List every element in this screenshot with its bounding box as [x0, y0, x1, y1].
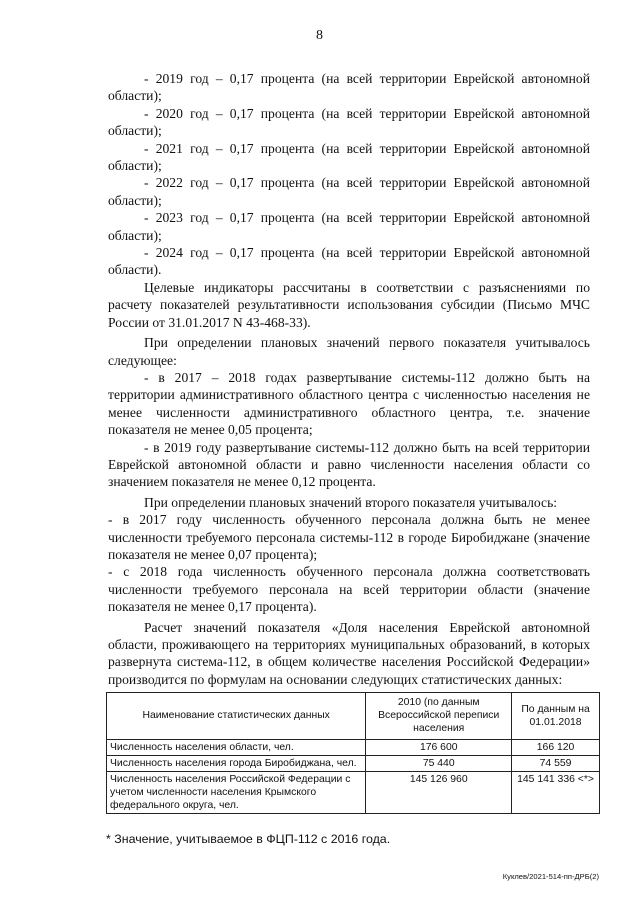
paragraph: - 2019 год – 0,17 процента (на всей территории Еврейской автономной области);	[108, 71, 590, 104]
table-cell: Численность населения Российской Федерации с учетом численности населения Крымского федерального округа, чел.	[107, 772, 366, 814]
table-row	[107, 772, 600, 814]
table-header-row	[107, 693, 600, 740]
table-cell: Численность населения области, чел.	[107, 740, 366, 756]
table-cell: 166 120	[512, 740, 600, 756]
table-cell: 75 440	[366, 756, 512, 772]
paragraph: - в 2019 году развертывание системы-112 должно быть на всей территории Еврейской автономной области и равно численности населения области со значением показателя не менее 0,12 процента.	[108, 439, 590, 490]
paragraph: - 2024 год – 0,17 процента (на всей территории Еврейской автономной области).	[108, 245, 590, 278]
paragraph: - 2023 год – 0,17 процента (на всей территории Еврейской автономной области);	[108, 210, 590, 243]
table-header-cell: По данным на 01.01.2018	[512, 693, 600, 740]
table-header-cell: Наименование статистических данных	[107, 693, 366, 740]
document-id: Куклев/2021-514-пп-ДРБ(2)	[502, 872, 599, 881]
paragraph: - в 2017 году численность обученного персонала должна быть не менее численности требуемого персонала системы-112 в городе Биробиджане (значение показателя не менее 0,07 процента);	[108, 512, 590, 562]
table-row	[107, 740, 600, 756]
paragraph: - в 2017 – 2018 годах развертывание системы-112 должно быть на территории административного областного центра с численностью населения не менее численности административного областного центра, т.е. значение показателя не менее 0,05 процента;	[108, 369, 590, 438]
paragraph: Целевые индикаторы рассчитаны в соответствии с разъяснениями по расчету показателей результативности использования субсидии (Письмо МЧС России от 31.01.2017 N 43-468-33).	[108, 279, 590, 330]
paragraph: - 2021 год – 0,17 процента (на всей территории Еврейской автономной области);	[108, 140, 590, 174]
paragraph: При определении плановых значений первого показателя учитывалось следующее:	[108, 335, 590, 368]
table-row	[107, 756, 600, 772]
page-number: 8	[316, 28, 323, 43]
paragraph: Расчет значений показателя «Доля населения Еврейской автономной области, проживающего на территориях муниципальных образований, в которых развернута система-112, в общем количестве населения Российской Федерации» производится по формулам на основании следующих статистических данных:	[108, 619, 590, 687]
paragraph: - 2020 год – 0,17 процента (на всей территории Еврейской автономной области);	[108, 105, 590, 139]
statistics-table	[106, 692, 600, 814]
table-cell: 145 126 960	[366, 772, 512, 814]
table-cell: 176 600	[366, 740, 512, 756]
paragraph: - 2022 год – 0,17 процента (на всей территории Еврейской автономной области);	[108, 175, 590, 208]
footnote: * Значение, учитываемое в ФЦП-112 с 2016 года.	[106, 832, 391, 846]
paragraph: При определении плановых значений второго показателя учитывалось:	[144, 494, 558, 510]
table-header-cell: 2010 (по данным Всероссийской переписи населения	[366, 693, 512, 740]
table-cell: Численность населения города Биробиджана, чел.	[107, 756, 366, 772]
table-cell: 145 141 336 <*>	[512, 772, 600, 814]
document-body	[108, 70, 590, 688]
paragraph: - с 2018 года численность обученного персонала должна соответствовать численности требуемого персонала на всей территории области (значение показателя не менее 0,17 процента).	[108, 564, 590, 615]
table-cell: 74 559	[512, 756, 600, 772]
